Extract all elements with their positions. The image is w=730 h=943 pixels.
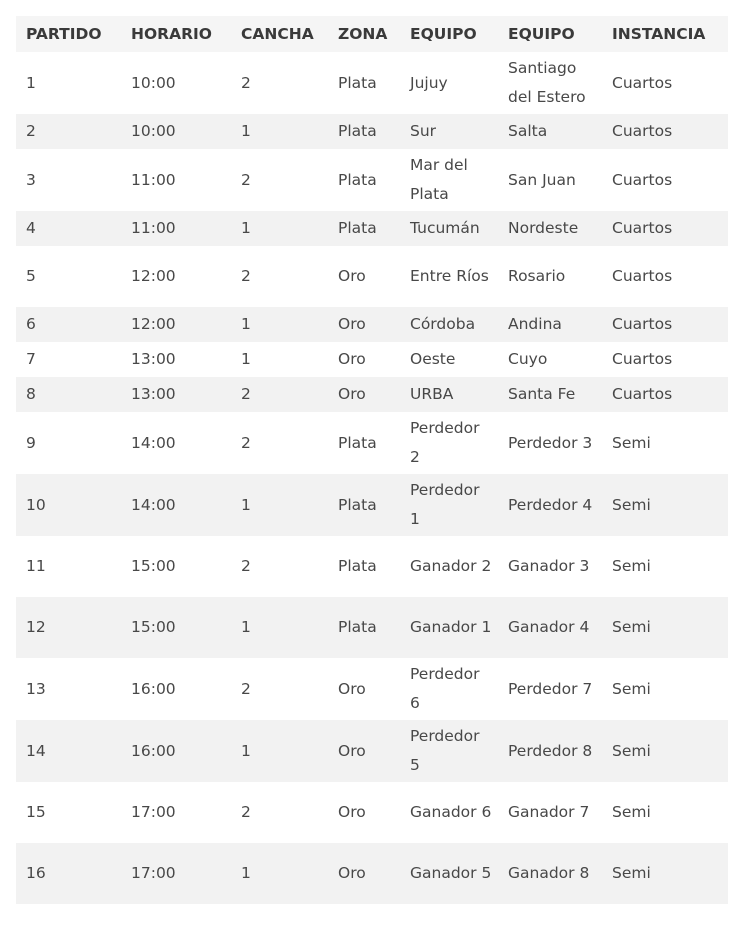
horario-cell: 15:00 [131, 557, 176, 575]
equipo-2-cell: Ganador 7 [508, 803, 590, 821]
table-row [16, 52, 728, 114]
instancia-cell: Cuartos [612, 73, 673, 92]
header-equipo-1: EQUIPO [400, 16, 498, 52]
partido-cell: 1 [26, 73, 36, 92]
equipo-1-cell: Jujuy [410, 73, 448, 92]
partido-cell: 7 [26, 350, 36, 368]
instancia-cell: Semi [612, 679, 651, 698]
equipo-1-cell: URBA [400, 377, 498, 412]
fixture-table [16, 16, 728, 904]
horario-cell: 13:00 [121, 377, 231, 412]
cancha-cell: 1 [231, 474, 328, 536]
instancia-cell: Cuartos [602, 211, 728, 246]
instancia-cell: Semi [612, 557, 651, 575]
horario-cell: 15:00 [121, 597, 231, 658]
header-horario: HORARIO [121, 16, 231, 52]
instancia-cell: Semi [602, 597, 728, 658]
horario-cell: 10:00 [131, 73, 176, 92]
equipo-1-cell: Ganador 6 [410, 803, 492, 821]
horario-cell: 10:00 [121, 114, 231, 149]
table-row [16, 536, 728, 597]
equipo-2-cell: Rosario [508, 267, 566, 285]
instancia-cell: Cuartos [602, 377, 728, 412]
horario-cell: 16:00 [131, 679, 176, 698]
cancha-cell: 2 [241, 433, 251, 452]
header-instancia: INSTANCIA [602, 16, 728, 52]
table-row [16, 474, 728, 536]
table-row [16, 597, 728, 658]
zona-cell: Plata [338, 433, 377, 452]
equipo-1-cell: Córdoba [400, 307, 498, 342]
cancha-cell: 2 [241, 73, 251, 92]
zona-cell: Oro [328, 843, 400, 904]
instancia-cell: Semi [602, 474, 728, 536]
cancha-cell: 2 [231, 377, 328, 412]
table-row [16, 412, 728, 474]
equipo-2-cell: Cuyo [508, 350, 548, 368]
horario-cell: 14:00 [131, 433, 176, 452]
zona-cell: Plata [338, 73, 377, 92]
zona-cell: Plata [338, 170, 377, 189]
header-cancha: CANCHA [231, 16, 328, 52]
zona-cell: Oro [338, 267, 366, 285]
equipo-2-cell: Ganador 4 [498, 597, 602, 658]
equipo-1-cell: Mar del Plata [410, 156, 468, 203]
partido-cell: 8 [16, 377, 121, 412]
horario-cell: 14:00 [121, 474, 231, 536]
cancha-cell: 1 [231, 720, 328, 782]
equipo-1-cell: Ganador 1 [400, 597, 498, 658]
cancha-cell: 2 [241, 679, 251, 698]
equipo-2-cell: Perdedor 4 [498, 474, 602, 536]
instancia-cell: Cuartos [602, 114, 728, 149]
partido-cell: 16 [16, 843, 121, 904]
equipo-2-cell: Ganador 8 [498, 843, 602, 904]
zona-cell: Oro [328, 720, 400, 782]
partido-cell: 12 [16, 597, 121, 658]
equipo-1-cell: Perdedor 1 [400, 474, 498, 536]
zona-cell: Oro [338, 350, 366, 368]
header-partido: PARTIDO [16, 16, 121, 52]
partido-cell: 13 [26, 679, 46, 698]
partido-cell: 3 [26, 170, 36, 189]
partido-cell: 11 [26, 557, 46, 575]
horario-cell: 12:00 [121, 307, 231, 342]
instancia-cell: Cuartos [612, 170, 673, 189]
partido-cell: 10 [16, 474, 121, 536]
header-zona: ZONA [328, 16, 400, 52]
cancha-cell: 1 [241, 350, 251, 368]
cancha-cell: 1 [231, 307, 328, 342]
zona-cell: Oro [338, 679, 366, 698]
partido-cell: 2 [16, 114, 121, 149]
fixture-table-container [16, 16, 728, 904]
horario-cell: 11:00 [131, 170, 176, 189]
equipo-1-cell: Ganador 2 [410, 557, 492, 575]
instancia-cell: Semi [602, 843, 728, 904]
instancia-cell: Semi [612, 803, 651, 821]
partido-cell: 4 [16, 211, 121, 246]
zona-cell: Oro [328, 307, 400, 342]
equipo-2-cell: Santiago del Estero [508, 59, 586, 106]
instancia-cell: Semi [612, 433, 651, 452]
equipo-2-cell: Ganador 3 [508, 557, 590, 575]
equipo-1-cell: Perdedor 6 [410, 665, 480, 712]
instancia-cell: Semi [602, 720, 728, 782]
equipo-2-cell: San Juan [508, 170, 576, 189]
zona-cell: Plata [338, 557, 377, 575]
table-row [16, 782, 728, 843]
partido-cell: 5 [26, 267, 36, 285]
equipo-1-cell: Perdedor 2 [410, 419, 480, 466]
equipo-2-cell: Perdedor 8 [498, 720, 602, 782]
partido-cell: 15 [26, 803, 46, 821]
zona-cell: Plata [328, 114, 400, 149]
horario-cell: 16:00 [121, 720, 231, 782]
zona-cell: Plata [328, 474, 400, 536]
horario-cell: 17:00 [131, 803, 176, 821]
equipo-1-cell: Sur [400, 114, 498, 149]
cancha-cell: 1 [231, 597, 328, 658]
table-body [16, 52, 728, 904]
instancia-cell: Cuartos [602, 307, 728, 342]
horario-cell: 13:00 [131, 350, 176, 368]
zona-cell: Plata [328, 211, 400, 246]
zona-cell: Plata [328, 597, 400, 658]
table-row [16, 342, 728, 377]
table-row [16, 307, 728, 342]
equipo-2-cell: Andina [498, 307, 602, 342]
cancha-cell: 1 [231, 114, 328, 149]
equipo-2-cell: Salta [498, 114, 602, 149]
horario-cell: 11:00 [121, 211, 231, 246]
equipo-1-cell: Tucumán [400, 211, 498, 246]
table-row [16, 377, 728, 412]
instancia-cell: Cuartos [612, 350, 673, 368]
partido-cell: 9 [26, 433, 36, 452]
cancha-cell: 1 [231, 211, 328, 246]
equipo-1-cell: Perdedor 5 [400, 720, 498, 782]
equipo-2-cell: Perdedor 3 [508, 433, 593, 452]
table-row [16, 149, 728, 211]
partido-cell: 6 [16, 307, 121, 342]
table-row [16, 843, 728, 904]
cancha-cell: 2 [241, 803, 251, 821]
equipo-1-cell: Oeste [410, 350, 456, 368]
table-row [16, 720, 728, 782]
equipo-1-cell: Entre Ríos [410, 267, 489, 285]
cancha-cell: 2 [241, 557, 251, 575]
table-header-row [16, 16, 728, 52]
equipo-2-cell: Nordeste [498, 211, 602, 246]
equipo-2-cell: Santa Fe [498, 377, 602, 412]
equipo-2-cell: Perdedor 7 [508, 679, 593, 698]
cancha-cell: 2 [241, 267, 251, 285]
cancha-cell: 1 [231, 843, 328, 904]
zona-cell: Oro [338, 803, 366, 821]
instancia-cell: Cuartos [612, 267, 673, 285]
table-row [16, 658, 728, 720]
horario-cell: 17:00 [121, 843, 231, 904]
table-row [16, 211, 728, 246]
table-row [16, 114, 728, 149]
equipo-1-cell: Ganador 5 [400, 843, 498, 904]
horario-cell: 12:00 [131, 267, 176, 285]
cancha-cell: 2 [241, 170, 251, 189]
table-row [16, 246, 728, 307]
zona-cell: Oro [328, 377, 400, 412]
partido-cell: 14 [16, 720, 121, 782]
header-equipo-2: EQUIPO [498, 16, 602, 52]
